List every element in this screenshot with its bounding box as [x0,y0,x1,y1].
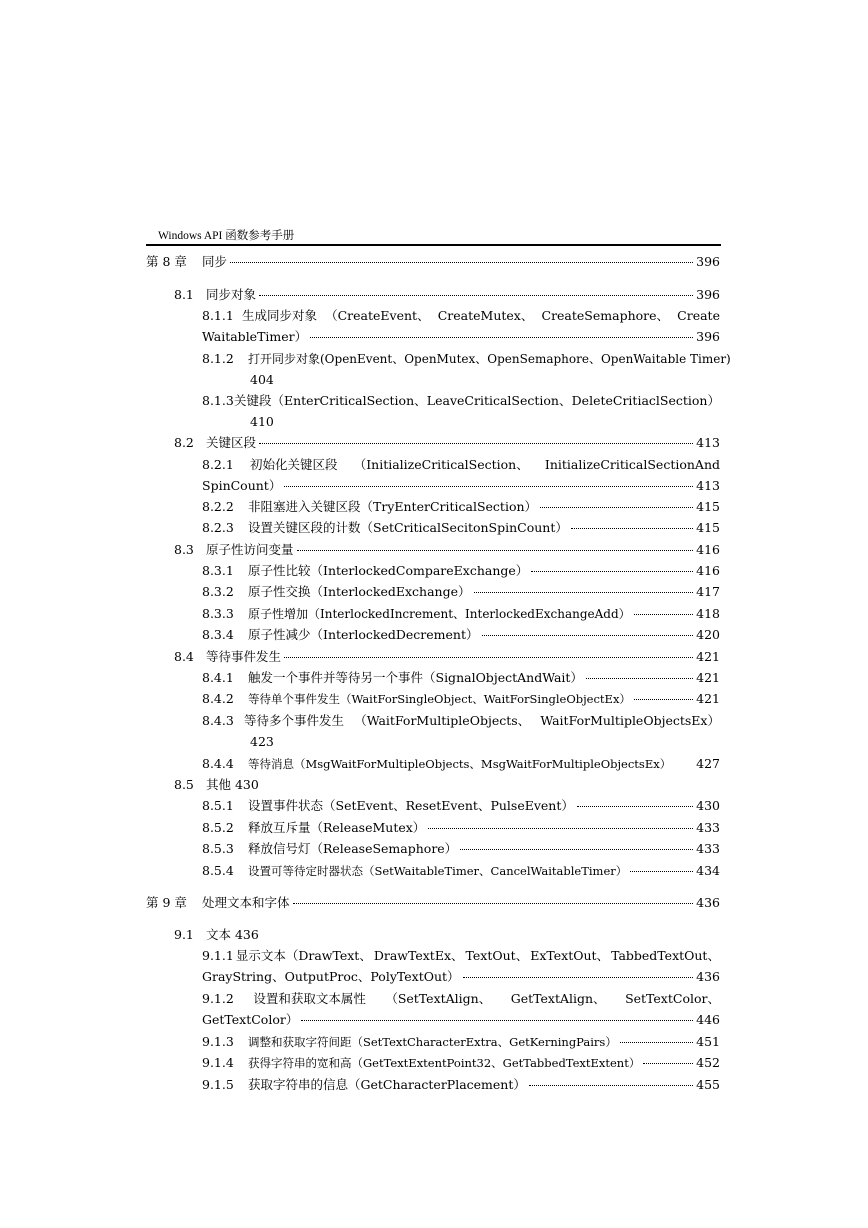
toc-title: 等待消息（MsgWaitForMultipleObjects、MsgWaitForMultipleObjectsEx） [248,757,672,771]
toc-page: 396 [696,254,720,269]
toc-page: 430 [696,798,720,813]
toc-title-part: 等待多个事件发生 [244,713,345,728]
toc-subsection-8-4-1 [202,669,720,687]
toc-title-part: 初始化关键区段 [250,457,338,472]
toc-title: 设置关键区段的计数（SetCriticalSecitonSpinCount） [248,520,568,535]
toc-subsection-8-3-3 [202,605,720,623]
dot-leader [529,1085,693,1086]
toc-title: 调整和获取字符间距（SetTextCharacterExtra、GetKerningPairs） [248,1035,617,1049]
toc-page: 396 [696,329,720,344]
toc-chapter-8 [146,253,720,271]
toc-subsection-8-5-3 [202,840,720,858]
toc-title: 获取字符串的信息（GetCharacterPlacement） [248,1077,526,1092]
toc-page: 421 [696,649,720,664]
toc-page: 433 [696,820,720,835]
toc-number: 8.1.3 [202,393,234,408]
toc-subsection-8-1-3-page: 410 [250,414,274,429]
toc-title: 非阻塞进入关键区段（TryEnterCriticalSection） [248,499,538,514]
toc-page: 416 [696,563,720,578]
toc-number: 8.5.3 [202,841,234,856]
toc-title-part: （InitializeCriticalSection、 [353,457,529,472]
toc-number: 8.3.1 [202,563,234,578]
toc-number: 8.4 [174,649,194,664]
toc-title-part: ExTextOut、 [530,948,610,963]
toc-title: 获得字符串的宽和高（GetTextExtentPoint32、GetTabbedTextExtent） [248,1056,641,1070]
dot-leader [474,592,694,593]
dot-leader [310,337,693,338]
toc-title: 等待事件发生 [206,649,282,664]
dot-leader [284,657,693,658]
toc-number: 8.3 [174,542,194,557]
toc-title: 打开同步对象(OpenEvent、OpenMutex、OpenSemaphore、OpenWaitable Timer) [248,352,731,366]
dot-leader [577,806,693,807]
toc-title: 原子性访问变量 [206,542,294,557]
dot-leader [643,1063,693,1064]
toc-chapter-9 [146,894,720,912]
toc-number: 8.1 [174,287,194,302]
toc-title-part: InitializeCriticalSectionAnd [544,457,720,472]
toc-subsection-8-4-3-page: 423 [250,734,274,749]
toc-title: 原子性比较（InterlockedCompareExchange） [248,563,529,578]
toc-title-part: （CreateEvent、 [325,308,430,323]
toc-subsection-9-1-4 [202,1054,720,1072]
dot-leader [284,486,693,487]
toc-page: 421 [696,691,720,706]
toc-title-part: 生成同步对象 [241,308,317,323]
toc-number: 8.5 [174,777,194,792]
toc-subsection-8-2-1-line2 [202,477,720,495]
toc-page: 420 [696,627,720,642]
toc-title-part: GetTextAlign、 [510,991,606,1006]
toc-title-part: （WaitForMultipleObjects、 [354,713,531,728]
toc-page: 434 [696,863,720,878]
toc-subsection-8-1-2-line1 [202,350,731,368]
dot-leader [259,295,693,296]
toc-section-9-1 [174,926,259,944]
toc-page: 452 [696,1055,720,1070]
toc-subsection-8-1-3-line1 [202,392,720,410]
toc-section-8-3 [174,541,720,559]
dot-leader [586,678,693,679]
dot-leader [463,977,694,978]
toc-title-part: CreateMutex、 [437,308,534,323]
toc-title: 关键区段 [206,435,257,450]
toc-page: 413 [696,435,720,450]
toc-number: 9.1.1 [202,948,234,963]
running-header: Windows API 函数参考手册 [158,230,295,242]
toc-number: 8.2.1 [202,457,234,472]
toc-title: GetTextColor） [202,1012,299,1027]
toc-title: SpinCount） [202,478,282,493]
toc-number: 8.2 [174,435,194,450]
dot-leader [531,571,693,572]
toc-number: 8.4.4 [202,756,234,771]
toc-page: 418 [696,606,720,621]
dot-leader [460,849,693,850]
dot-leader [297,550,694,551]
toc-number: 9.1.3 [202,1034,234,1049]
toc-number: 8.1.1 [202,308,234,323]
toc-page: 413 [696,478,720,493]
toc-number: 8.4.3 [202,713,234,728]
toc-page: 427 [696,756,720,771]
toc-subsection-8-1-2-page: 404 [250,372,274,387]
dot-leader [571,528,693,529]
toc-title: 文本 436 [206,927,259,942]
toc-page: 451 [696,1034,720,1049]
toc-page: 436 [696,895,720,910]
toc-title: 设置可等待定时器状态（SetWaitableTimer、CancelWaitableTimer） [248,864,628,878]
toc-title: 原子性增加（InterlockedIncrement、InterlockedExchangeAdd） [248,607,631,621]
toc-page: 433 [696,841,720,856]
toc-title: 处理文本和字体 [202,895,290,910]
toc-number: 8.3.4 [202,627,234,642]
toc-title-part: Create [677,308,720,323]
toc-title-part: 关键段（EnterCriticalSection、 [233,393,427,408]
toc-section-8-4 [174,648,720,666]
toc-number: 8.4.2 [202,691,234,706]
dot-leader [634,699,693,700]
toc-subsection-9-1-2-line2 [202,1011,720,1029]
toc-title-part: CreateSemaphore、 [541,308,670,323]
dot-leader [630,871,693,872]
toc-page: 416 [696,542,720,557]
toc-title-part: SetTextColor、 [625,991,720,1006]
toc-number: 8.3.3 [202,606,234,621]
toc-section-8-2 [174,434,720,452]
toc-subsection-9-1-2-line1 [202,990,720,1008]
toc-title: 原子性交换（InterlockedExchange） [248,584,471,599]
toc-title: 原子性减少（InterlockedDecrement） [248,627,479,642]
toc-page: 415 [696,499,720,514]
dot-leader [428,828,693,829]
toc-page: 417 [696,584,720,599]
toc-subsection-8-4-4 [202,755,720,773]
toc-number: 8.5.2 [202,820,234,835]
toc-subsection-9-1-1-line1 [202,947,720,965]
toc-entry [202,755,671,773]
dot-leader [259,443,693,444]
toc-subsection-8-2-1-line1 [202,456,720,474]
toc-subsection-8-2-3 [202,519,720,537]
toc-subsection-8-3-2 [202,583,720,601]
toc-number: 9.1 [174,927,194,942]
toc-page: 436 [696,969,720,984]
toc-number: 9.1.2 [202,991,234,1006]
toc-number: 第 8 章 [146,254,187,269]
dot-leader [620,1042,693,1043]
toc-subsection-8-3-4 [202,626,720,644]
toc-subsection-8-5-1 [202,797,720,815]
toc-section-8-5 [174,776,259,794]
dot-leader [293,903,694,904]
toc-page: 446 [696,1012,720,1027]
toc-title: 同步对象 [206,287,257,302]
dot-leader [634,614,693,615]
toc-title-part: TabbedTextOut、 [611,948,720,963]
toc-number: 8.2.3 [202,520,234,535]
toc-subsection-8-5-2 [202,819,720,837]
toc-title-part: LeaveCriticalSection、 [426,393,572,408]
toc-page: 396 [696,287,720,302]
toc-number: 9.1.5 [202,1077,234,1092]
dot-leader [540,507,693,508]
dot-leader [230,262,693,263]
header-rule [146,244,721,246]
toc-number: 8.1.2 [202,351,234,366]
toc-subsection-9-1-1-line2 [202,968,720,986]
toc-subsection-8-1-1-line1 [202,307,720,325]
toc-title: 其他 430 [206,777,259,792]
toc-title-part: WaitForMultipleObjectsEx） [540,713,720,728]
toc-subsection-8-4-3-line1 [202,712,720,730]
toc-subsection-8-1-1-line2 [202,328,720,346]
toc-title: GrayString、OutputProc、PolyTextOut） [202,969,460,984]
toc-title: 释放信号灯（ReleaseSemaphore） [248,841,458,856]
toc-number: 第 9 章 [146,895,187,910]
toc-title-part: DeleteCritiaclSection） [571,393,720,408]
toc-title-part: （SetTextAlign、 [385,991,492,1006]
toc-subsection-8-4-2 [202,690,720,708]
toc-title: 释放互斥量（ReleaseMutex） [248,820,426,835]
toc-title: 设置事件状态（SetEvent、ResetEvent、PulseEvent） [248,798,574,813]
toc-page: 415 [696,520,720,535]
toc-title-part: DrawTextEx、 [373,948,464,963]
dot-leader [482,635,694,636]
toc-title: 等待单个事件发生（WaitForSingleObject、WaitForSingleObjectEx） [248,692,631,706]
toc-title-part: TextOut、 [465,948,529,963]
toc-page: 455 [696,1077,720,1092]
toc-number: 9.1.4 [202,1055,234,1070]
toc-title-part: 设置和获取文本属性 [253,991,366,1006]
toc-subsection-8-2-2 [202,498,720,516]
toc-page: 421 [696,670,720,685]
toc-number: 8.5.4 [202,863,234,878]
toc-section-8-1 [174,286,720,304]
toc-number: 8.3.2 [202,584,234,599]
toc-subsection-9-1-3 [202,1033,720,1051]
toc-subsection-8-5-4 [202,862,720,880]
toc-number: 8.2.2 [202,499,234,514]
toc-title: WaitableTimer） [202,329,308,344]
toc-number: 8.4.1 [202,670,234,685]
toc-number: 8.5.1 [202,798,234,813]
dot-leader [301,1020,693,1021]
toc-title: 触发一个事件并等待另一个事件（SignalObjectAndWait） [248,670,583,685]
toc-subsection-8-3-1 [202,562,720,580]
toc-title: 同步 [202,254,228,269]
toc-subsection-9-1-5 [202,1076,720,1094]
toc-title-part: 显示文本（DrawText、 [235,948,372,963]
